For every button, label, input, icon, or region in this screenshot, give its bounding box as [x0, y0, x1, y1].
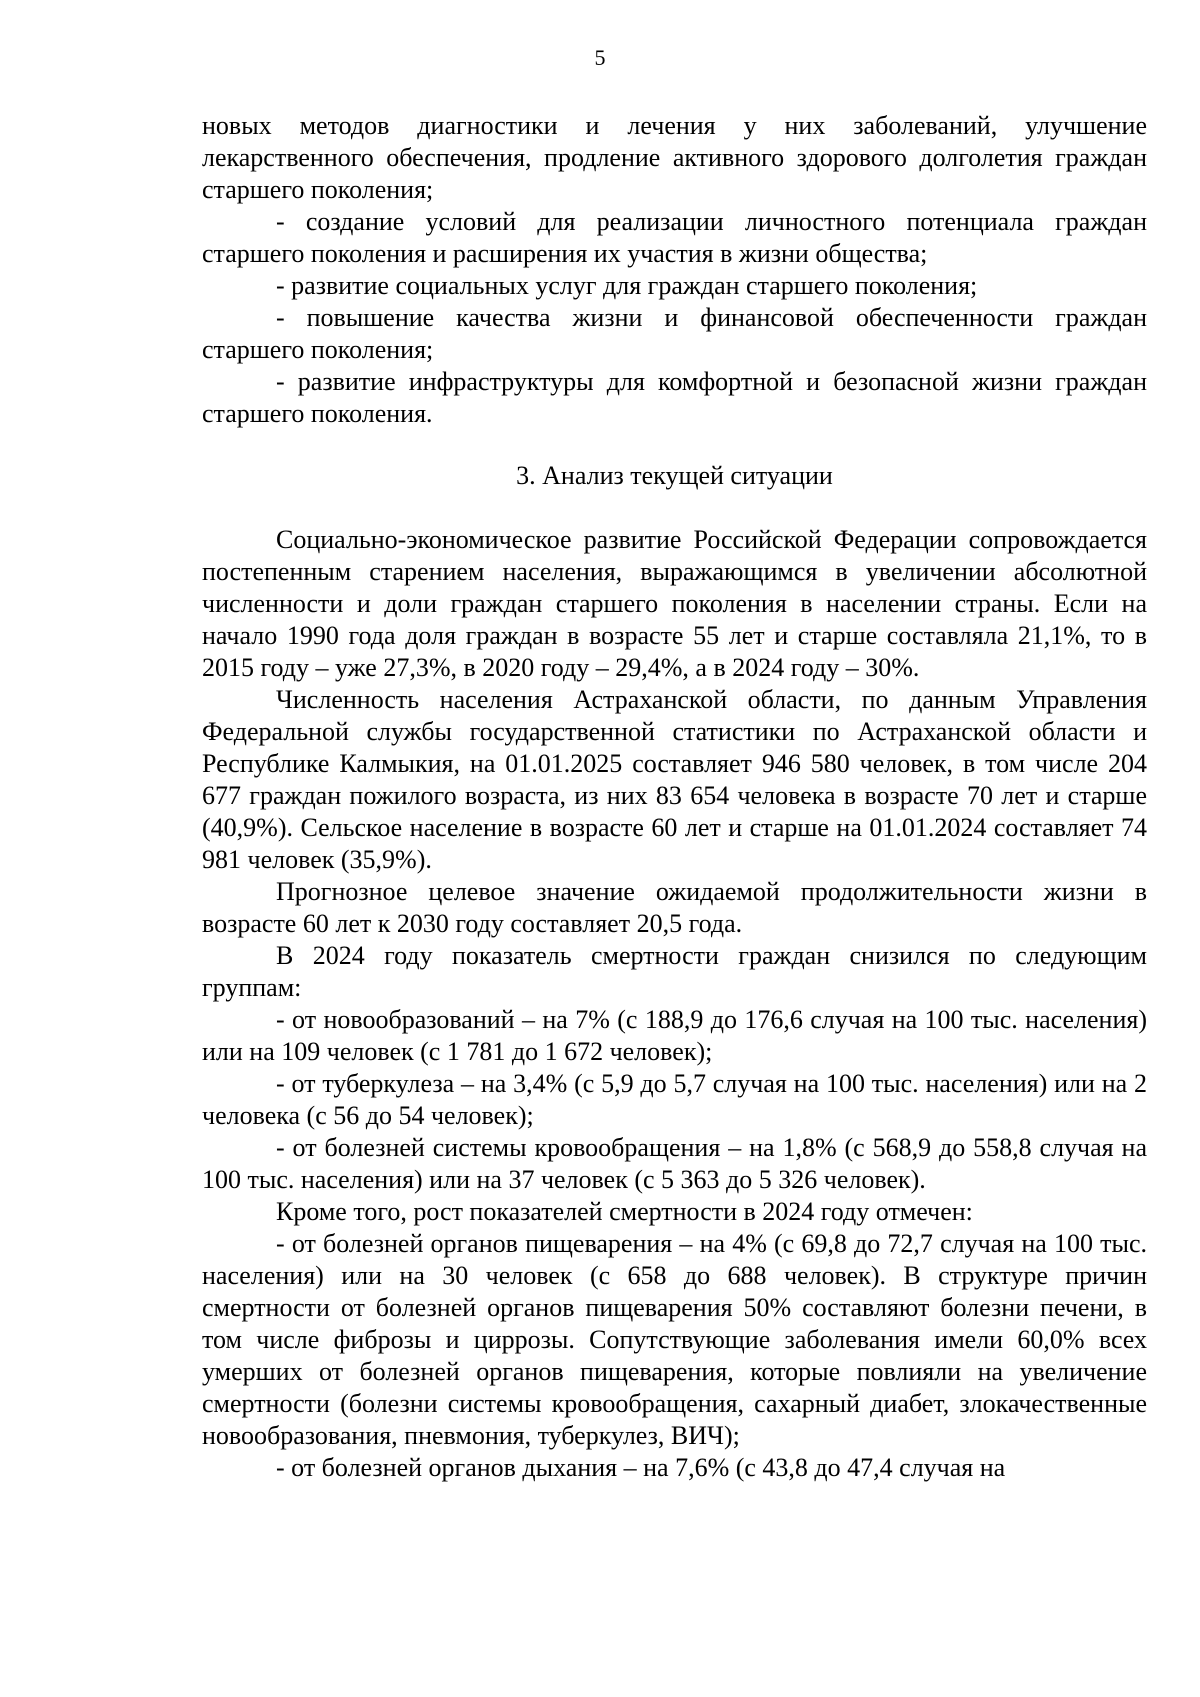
document-body — [202, 110, 1147, 1484]
paragraph: Численность населения Астраханской области, по данным Управления Федеральной службы государственной статистики по Астраханской области и Республике Калмыкия, на 01.01.2025 составляет 946 580 человек, в том числе 204 677 граждан пожилого возраста, из них 83 654 человека в возрасте 70 лет и старше (40,9%). Сельское население в возрасте 60 лет и старше на 01.01.2024 составляет 74 981 человек (35,9%). — [202, 685, 1147, 874]
paragraph: Кроме того, рост показателей смертности в 2024 году отмечен: — [276, 1197, 973, 1226]
list-item: - от болезней системы кровообращения – на 1,8% (с 568,9 до 558,8 случая на 100 тыс. населения) или на 37 человек (с 5 363 до 5 326 человек). — [202, 1133, 1147, 1194]
list-item: - от туберкулеза – на 3,4% (с 5,9 до 5,7 случая на 100 тыс. населения) или на 2 человека (с 56 до 54 человек); — [202, 1069, 1147, 1130]
list-item: - повышение качества жизни и финансовой обеспеченности граждан старшего поколения; — [202, 303, 1147, 364]
list-item: - развитие инфраструктуры для комфортной и безопасной жизни граждан старшего поколения. — [202, 367, 1147, 428]
list-item: - от болезней органов дыхания – на 7,6% (с 43,8 до 47,4 случая на — [276, 1453, 1006, 1482]
section-title: 3. Анализ текущей ситуации — [516, 461, 833, 490]
list-item: - от новообразований – на 7% (с 188,9 до 176,6 случая на 100 тыс. населения) или на 109 человек (с 1 781 до 1 672 человек); — [202, 1005, 1147, 1066]
list-item: - развитие социальных услуг для граждан старшего поколения; — [276, 271, 978, 300]
paragraph: В 2024 году показатель смертности граждан снизился по следующим группам: — [202, 941, 1147, 1002]
paragraph: Прогнозное целевое значение ожидаемой продолжительности жизни в возрасте 60 лет к 2030 году составляет 20,5 года. — [202, 877, 1147, 938]
list-item: - от болезней органов пищеварения – на 4% (с 69,8 до 72,7 случая на 100 тыс. населения) или на 30 человек (с 658 до 688 человек). В структуре причин смертности от болезней органов пищеварения 50% составляют болезни печени, в том числе фиброзы и циррозы. Сопутствующие заболевания имели 60,0% всех умерших от болезней органов пищеварения, которые повлияли на увеличение смертности (болезни системы кровообращения, сахарный диабет, злокачественные новообразования, пневмония, туберкулез, ВИЧ); — [202, 1229, 1147, 1450]
paragraph-continuation: новых методов диагностики и лечения у них заболеваний, улучшение лекарственного обеспечения, продление активного здорового долголетия граждан старшего поколения; — [202, 111, 1147, 204]
paragraph: Социально-экономическое развитие Российской Федерации сопровождается постепенным старением населения, выражающимся в увеличении абсолютной численности и доли граждан старшего поколения в населении страны. Если на начало 1990 года доля граждан в возрасте 55 лет и старше составляла 21,1%, то в 2015 году – уже 27,3%, в 2020 году – 29,4%, а в 2024 году – 30%. — [202, 525, 1147, 682]
list-item: - создание условий для реализации личностного потенциала граждан старшего поколения и расширения их участия в жизни общества; — [202, 207, 1147, 268]
page-number: 5 — [594, 45, 606, 70]
